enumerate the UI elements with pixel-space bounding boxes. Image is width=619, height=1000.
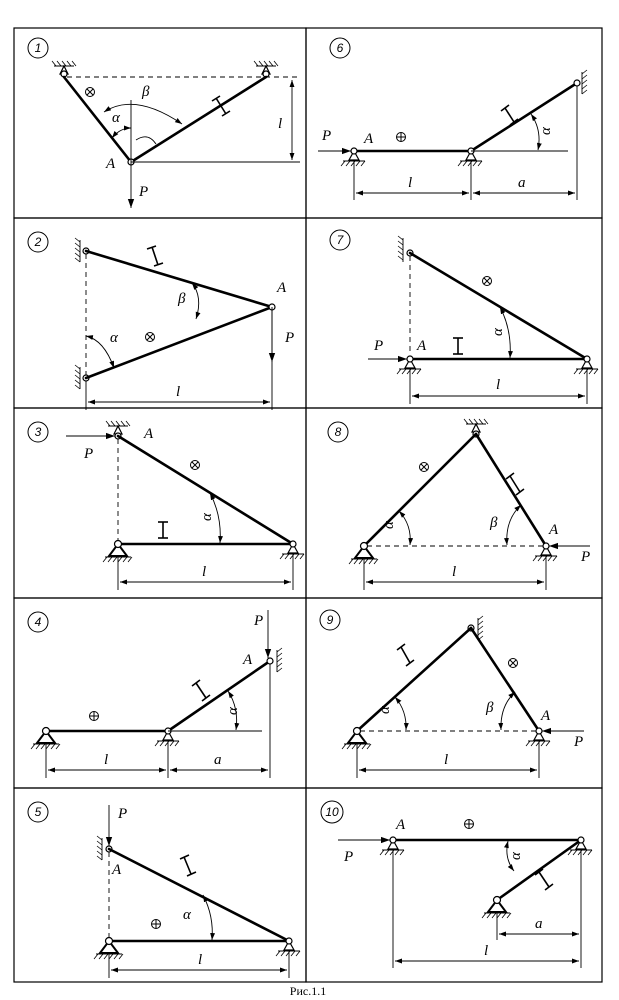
top-left-support [52, 61, 76, 77]
node-label: A [243, 652, 253, 668]
alpha-hint [136, 137, 156, 144]
node-label: A [106, 156, 116, 172]
force-label: P [254, 613, 264, 629]
dim-l-label: l [444, 752, 449, 768]
panel-number: 9 [326, 613, 334, 627]
node-label: A [112, 862, 122, 878]
dim-l-label: l [408, 175, 413, 191]
beam-section-marker [453, 338, 463, 354]
force-label: P [139, 184, 149, 200]
force-label: P [374, 338, 384, 354]
tension-marker [152, 920, 161, 929]
left-pin-support [342, 728, 371, 750]
node-label: A [396, 817, 406, 833]
inclined-bar [109, 849, 289, 941]
panel-number: 2 [34, 235, 42, 249]
node-label: A [144, 426, 154, 442]
panel-number: 1 [34, 41, 42, 55]
dim-a-label: a [535, 916, 543, 932]
panel-number: 6 [336, 41, 344, 55]
panel-8 [328, 419, 590, 590]
left-bar [357, 628, 471, 731]
dim-l-label: l [176, 384, 181, 400]
node-label: A [277, 280, 287, 296]
beta-arc [507, 505, 521, 545]
tension-marker [90, 712, 99, 721]
node-label: A [541, 708, 551, 724]
beta-label: β [178, 291, 186, 307]
alpha-label: α [112, 110, 120, 126]
alpha-arc [399, 511, 410, 545]
beta-label: β [486, 700, 494, 716]
panel-1 [28, 38, 300, 208]
panel-2 [28, 232, 294, 410]
tension-marker [420, 463, 429, 472]
beta-label: β [142, 84, 150, 100]
dim-l-label: l [202, 564, 207, 580]
inclined-bar [168, 661, 270, 731]
left-bar [64, 77, 131, 162]
dim-a-label: a [214, 752, 222, 768]
dim-a-label: a [518, 175, 526, 191]
dim-l-label: l [104, 752, 109, 768]
alpha-label: α [225, 707, 241, 715]
tension-marker [397, 133, 406, 142]
beam-section-marker [192, 680, 210, 701]
force-label: P [84, 446, 94, 462]
right-bar [131, 77, 266, 162]
panel-5 [28, 802, 300, 978]
top-right-support [254, 61, 278, 77]
tension-marker [191, 461, 200, 470]
force-label: P [344, 849, 354, 865]
panel-number: 3 [34, 425, 42, 439]
figure-caption: Рис.1.1 [289, 984, 327, 998]
beam-section-marker [212, 96, 230, 116]
left-pin-support [349, 543, 378, 565]
dim-l-label: l [198, 952, 203, 968]
beam-section-marker [147, 246, 163, 266]
alpha-label: α [538, 127, 554, 135]
panel-4 [28, 610, 282, 778]
alpha-label: α [110, 330, 118, 346]
dim-l-label: l [496, 377, 501, 393]
force-label: P [581, 549, 591, 565]
tension-marker [146, 333, 155, 342]
node-label: A [549, 522, 559, 538]
panel-3 [28, 421, 304, 590]
alpha-arc [395, 697, 406, 730]
force-label: P [285, 330, 295, 346]
tension-marker [465, 820, 474, 829]
panel-number: 5 [34, 805, 42, 819]
inclined-bar [410, 253, 587, 359]
alpha-label: α [381, 521, 397, 529]
beam-section-marker [397, 644, 414, 666]
alpha-label: α [508, 852, 524, 860]
panel-number: 10 [325, 805, 339, 819]
alpha-label: α [183, 907, 191, 923]
panel-7 [330, 230, 598, 404]
tension-marker [483, 277, 492, 286]
beam-section-marker [158, 522, 168, 538]
panel-number: 4 [34, 615, 42, 629]
panel-number: 8 [334, 425, 342, 439]
panel-6 [318, 38, 587, 200]
force-label: P [118, 806, 128, 822]
dim-l-label: l [278, 116, 283, 132]
tension-marker [509, 659, 518, 668]
inclined-bar [471, 83, 577, 151]
force-label: P [574, 734, 584, 750]
beta-arc [192, 283, 199, 319]
node-label: A [364, 131, 374, 147]
wall-support [267, 648, 282, 672]
alpha-label: α [199, 513, 215, 521]
right-bar [476, 434, 546, 546]
node-label: A [417, 338, 427, 354]
tension-marker [86, 88, 95, 97]
wall-support [574, 70, 587, 94]
beta-arc [501, 692, 515, 730]
beta-label: β [490, 515, 498, 531]
alpha-label: α [377, 706, 393, 714]
alpha-label: α [490, 328, 506, 336]
lower-pin-support [482, 897, 511, 919]
panel-9 [320, 610, 584, 778]
right-bar [471, 628, 539, 731]
inclined-bar [118, 436, 293, 544]
panel-10 [321, 801, 592, 968]
dim-l-label: l [484, 943, 489, 959]
top-wall-support [398, 236, 413, 262]
inclined-bar [497, 840, 581, 900]
alpha-arc [112, 128, 131, 138]
force-label: P [322, 128, 332, 144]
dim-l-label: l [452, 564, 457, 580]
panel-number: 7 [336, 233, 344, 247]
beam-section-marker [535, 869, 553, 890]
beam-section-marker [180, 855, 196, 876]
